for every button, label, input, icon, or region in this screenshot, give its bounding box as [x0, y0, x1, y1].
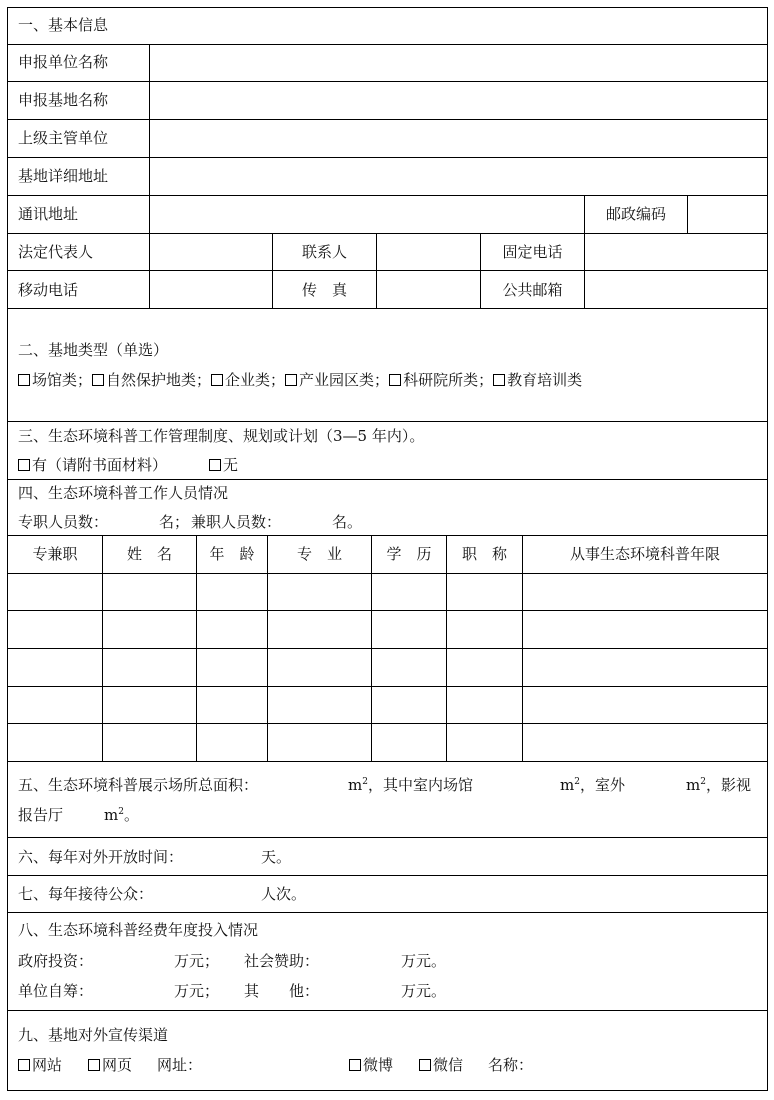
area-indoor-unit: $m^2$，室外	[560, 776, 625, 794]
divider	[7, 1010, 768, 1011]
label-base-name: 申报基地名称	[18, 91, 109, 109]
label-account-name: 名称：	[488, 1056, 534, 1074]
input-postcode[interactable]	[688, 196, 767, 233]
label-screening-hall: 报告厅	[18, 806, 64, 824]
option-enterprise[interactable]: 企业类；	[211, 371, 285, 389]
table-row[interactable]	[8, 574, 767, 610]
divider	[7, 535, 768, 536]
section-title-funding: 八、生态环境科普经费年度投入情况	[18, 921, 259, 939]
option-website[interactable]: 网站	[18, 1056, 62, 1074]
label-social-funding: 社会赞助：	[244, 952, 320, 970]
input-email[interactable]	[585, 271, 767, 308]
table-header: 职 称	[461, 545, 507, 563]
label-mail-address: 通讯地址	[18, 205, 79, 223]
input-mobile[interactable]	[150, 271, 272, 308]
unit-gov-funding: 万元；	[174, 952, 220, 970]
section-title-staff: 四、生态环境科普工作人员情况	[18, 484, 229, 502]
option-venue[interactable]: 场馆类；	[18, 371, 92, 389]
option-nature-reserve[interactable]: 自然保护地类；	[92, 371, 211, 389]
input-mail-address[interactable]	[150, 196, 584, 233]
table-header: 年 龄	[209, 545, 255, 563]
unit-visitors: 人次。	[261, 885, 307, 903]
label-open-days: 六、每年对外开放时间：	[18, 848, 184, 866]
option-no-plan[interactable]: 无	[209, 456, 238, 474]
input-unit-name[interactable]	[150, 45, 767, 81]
checkbox-icon	[209, 459, 221, 471]
area-outdoor-unit: $m^2$，影视	[686, 776, 751, 794]
option-weibo[interactable]: 微博	[349, 1056, 393, 1074]
option-has-plan[interactable]: 有（请附书面材料）	[18, 456, 167, 474]
unit-social-funding: 万元。	[401, 952, 447, 970]
input-phone[interactable]	[585, 234, 767, 270]
label-self-funding: 单位自筹：	[18, 982, 94, 1000]
table-row[interactable]	[8, 724, 767, 761]
checkbox-icon	[389, 374, 401, 386]
divider	[7, 837, 768, 838]
area-total-unit: $m^2$，其中室内场馆	[348, 776, 473, 794]
unit-days: 天。	[261, 848, 292, 866]
checkbox-icon	[285, 374, 297, 386]
label-visitors: 七、每年接待公众：	[18, 885, 154, 903]
base-type-options	[18, 371, 582, 389]
section-title-basic-info: 一、基本信息	[18, 16, 109, 34]
input-contact[interactable]	[377, 234, 480, 270]
table-header: 姓 名	[126, 545, 172, 563]
label-supervisor: 上级主管单位	[18, 129, 109, 147]
label-phone: 固定电话	[502, 243, 563, 261]
table-header: 从事生态环境科普年限	[569, 545, 720, 563]
unit-self-funding: 万元；	[174, 982, 220, 1000]
table-row[interactable]	[8, 687, 767, 723]
unit-fulltime: 名；	[159, 513, 190, 531]
checkbox-icon	[211, 374, 223, 386]
input-fax[interactable]	[377, 271, 480, 308]
checkbox-icon	[18, 1059, 30, 1071]
divider	[7, 308, 768, 309]
divider	[7, 479, 768, 480]
checkbox-icon	[349, 1059, 361, 1071]
option-wechat[interactable]: 微信	[419, 1056, 463, 1074]
checkbox-icon	[88, 1059, 100, 1071]
label-legal-rep: 法定代表人	[18, 243, 94, 261]
label-url: 网址：	[157, 1056, 203, 1074]
table-header: 专兼职	[32, 545, 78, 563]
label-mobile: 移动电话	[18, 281, 79, 299]
table-header: 学 历	[386, 545, 432, 563]
input-legal-rep[interactable]	[150, 234, 272, 270]
label-unit-name: 申报单位名称	[18, 53, 109, 71]
option-education[interactable]: 教育培训类	[493, 371, 582, 389]
input-address[interactable]	[150, 158, 767, 195]
label-gov-funding: 政府投资：	[18, 952, 94, 970]
area-hall-unit: $m^2$。	[104, 806, 139, 824]
checkbox-icon	[18, 374, 30, 386]
option-industrial-park[interactable]: 产业园区类；	[285, 371, 389, 389]
table-row[interactable]	[8, 611, 767, 648]
unit-parttime: 名。	[332, 513, 363, 531]
label-fulltime: 专职人员数：	[18, 513, 109, 531]
checkbox-icon	[493, 374, 505, 386]
checkbox-icon	[18, 459, 30, 471]
option-webpage[interactable]: 网页	[88, 1056, 132, 1074]
unit-other-funding: 万元。	[401, 982, 447, 1000]
section-title-base-type: 二、基地类型（单选）	[18, 341, 169, 359]
label-email: 公共邮箱	[502, 281, 563, 299]
label-address: 基地详细地址	[18, 167, 109, 185]
label-parttime: 兼职人员数：	[191, 513, 282, 531]
table-row[interactable]	[8, 649, 767, 686]
divider	[7, 912, 768, 913]
label-postcode: 邮政编码	[605, 205, 666, 223]
divider	[7, 761, 768, 762]
label-contact: 联系人	[301, 243, 347, 261]
option-research-institute[interactable]: 科研院所类；	[389, 371, 493, 389]
input-supervisor[interactable]	[150, 120, 767, 157]
input-base-name[interactable]	[150, 82, 767, 119]
checkbox-icon	[419, 1059, 431, 1071]
label-other-funding: 其 他：	[244, 982, 320, 1000]
section-title-management: 三、生态环境科普工作管理制度、规划或计划（3—5 年内）。	[18, 427, 425, 445]
label-fax: 传 真	[301, 281, 347, 299]
checkbox-icon	[92, 374, 104, 386]
label-area-total: 五、生态环境科普展示场所总面积：	[18, 776, 259, 794]
section-title-publicity: 九、基地对外宣传渠道	[18, 1026, 169, 1044]
divider	[7, 875, 768, 876]
table-header: 专 业	[296, 545, 342, 563]
divider	[7, 421, 768, 422]
